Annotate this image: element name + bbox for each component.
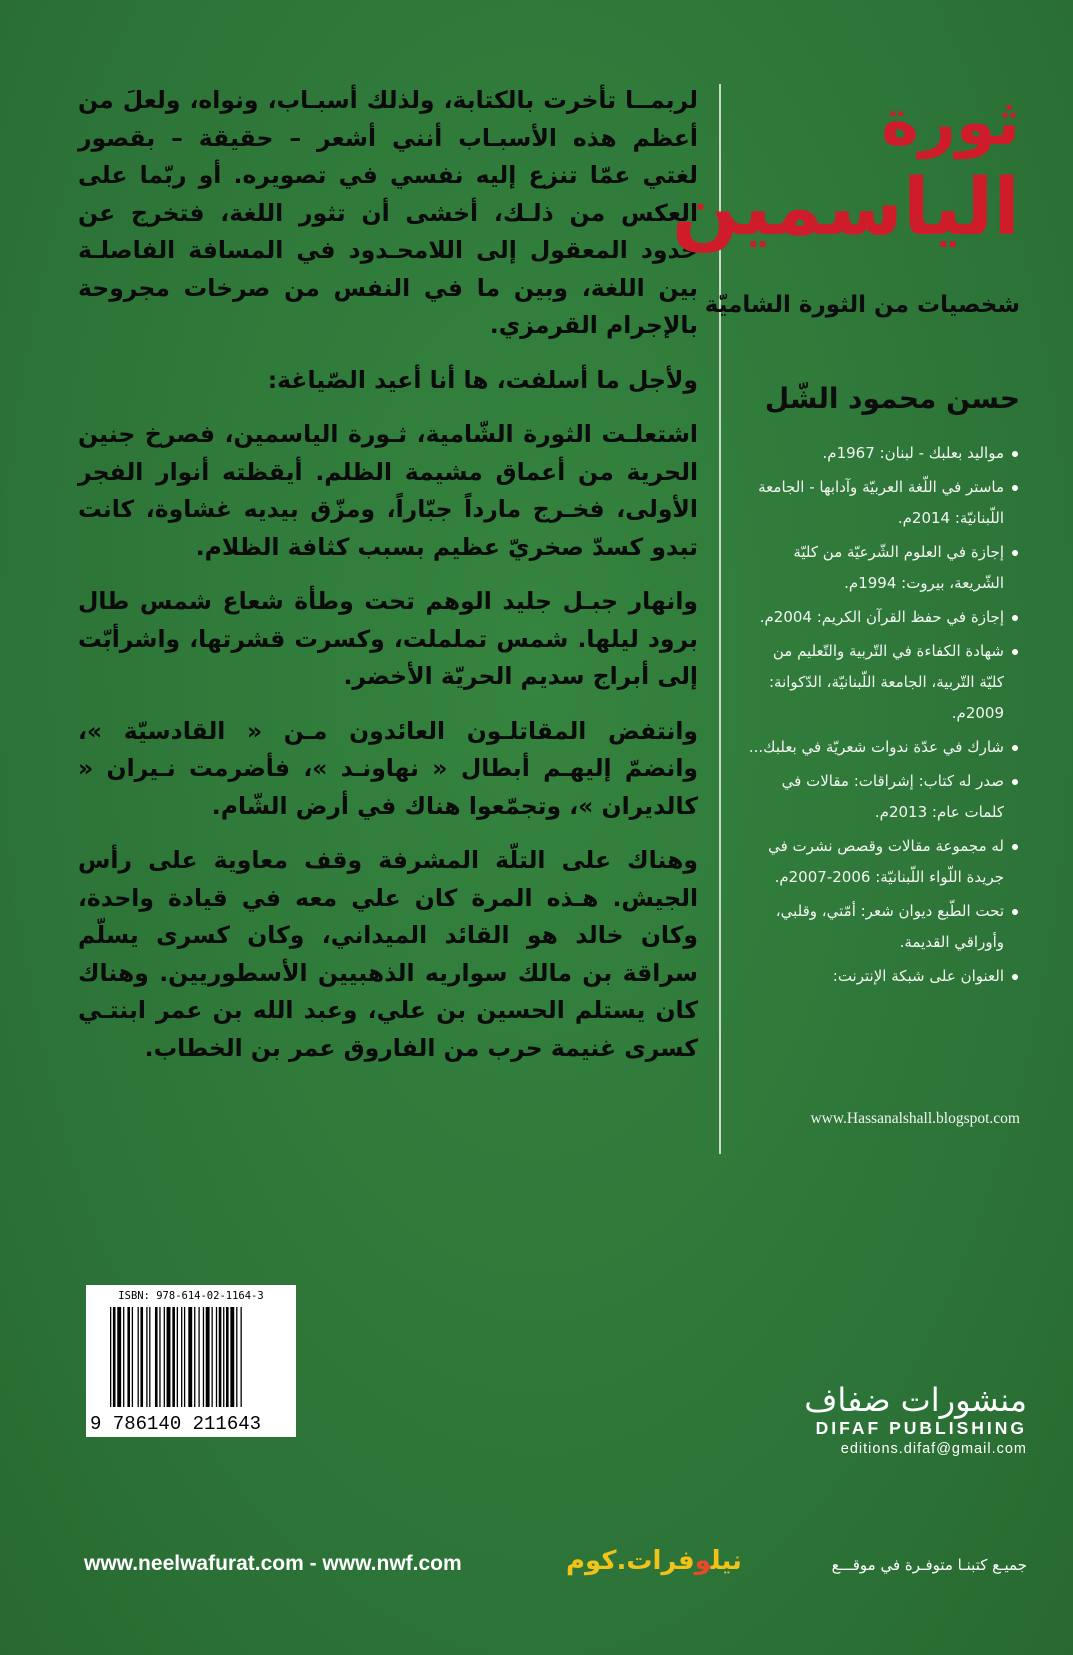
publisher-name-english: DIFAF PUBLISHING bbox=[815, 1418, 1027, 1438]
brand-part-2: و bbox=[694, 1546, 711, 1576]
publisher-name-arabic: منشورات ضفاف bbox=[804, 1381, 1027, 1419]
barcode-bars-icon bbox=[110, 1307, 278, 1407]
bio-item: إجازة في العلوم الشّرعيّة من كليّة الشّريعة، بيروت: 1994م. bbox=[745, 537, 1020, 599]
book-subtitle: شخصيات من الثورة الشاميّة bbox=[704, 292, 1020, 318]
synopsis-paragraph: اشتعلـت الثورة الشّامية، ثـورة الياسمين، فصرخ جنين الحرية من أعماق مشيمة الظلم. أيقظته أنوار الفجر الأولى، فخـرج مارداً جبّاراً، ومزّق بيديه غشاوة، كانت تبدو كسدّ صخريّ عظيم بسبب كثافة الظلام. bbox=[78, 420, 698, 561]
bio-item: العنوان على شبكة الإنترنت: bbox=[745, 961, 1020, 992]
author-website: www.Hassanalshall.blogspot.com bbox=[810, 1110, 1020, 1127]
isbn-label: ISBN: 978-614-02-1164-3 bbox=[118, 1290, 264, 1302]
footer-availability-note: جميـع كتبنـا متوفـرة في موقـــع bbox=[831, 1556, 1027, 1574]
brand-part-3: فرات.كوم bbox=[566, 1546, 695, 1576]
bio-item: شارك في عدّة ندوات شعريّة في بعلبك... bbox=[745, 732, 1020, 763]
isbn-barcode bbox=[86, 1285, 296, 1437]
bio-item: مواليد بعلبك - لبنان: 1967م. bbox=[745, 438, 1020, 469]
bio-item: صدر له كتاب: إشراقات: مقالات في كلمات عام: 2013م. bbox=[745, 766, 1020, 828]
synopsis-paragraph: وانتفض المقاتلـون العائدون مـن « القادسيّة »، وانضمّ إليهـم أبطال « نهاونـد »، فأضرمت نـيران « كالديران »، وتجمّعوا هناك في أرض الشّام. bbox=[78, 716, 698, 820]
book-title-line-2: الياسمين bbox=[671, 163, 1020, 253]
bio-item: تحت الطّبع ديوان شعر: أمّتي، وقلبي، وأوراقي القديمة. bbox=[745, 896, 1020, 958]
neelwafurat-logo bbox=[566, 1546, 742, 1576]
brand-part-1: نيل bbox=[710, 1546, 742, 1576]
publisher-logo bbox=[804, 1380, 1027, 1457]
synopsis-paragraph: لربمــا تأخرت بالكتابة، ولذلك أسبـاب، ونواه، ولعلَ من أعظم هذه الأسبـاب أنني أشعر – حقيقة – بقصور لغتي عمّا تنزع إليه نفسي في تصويره. أو ربّما على العكس من ذلـك، أخشى أن تثور اللغة، فتخرج عن حدود المعقول إلى اللامحـدود في المسافة الفاصلـة بين اللغة، وبين ما في النفس من صرخات مجروحة بالإجرام القرمزي. bbox=[78, 86, 698, 339]
synopsis-paragraph: وانهار جبـل جليد الوهم تحت وطأة شعاع شمس طال برود ليلها. شمس تململت، وكسرت قشرتها، واشرأبّت إلى أبراج سديم الحريّة الأخضر. bbox=[78, 587, 698, 690]
bio-item: ماستر في اللّغة العربيّة وآدابها - الجامعة اللّبنانيّة: 2014م. bbox=[745, 472, 1020, 534]
bio-item: شهادة الكفاءة في التّربية والتّعليم من كليّة التّربية، الجامعة اللّبنانيّة، الدّكوانة: 2009م. bbox=[745, 636, 1020, 729]
book-title-line-1: ثورة bbox=[881, 86, 1020, 160]
synopsis-text bbox=[78, 82, 698, 1084]
synopsis-paragraph: وهناك على التلّة المشرفة وقف معاوية على رأس الجيش. هـذه المرة كان علي معه في قيادة واحدة، وكان خالد هو القائد الميداني، وكان كسرى يسلّم سراقة بن مالك سواريه الذهبيين الأسطوريين. وهناك كان يستلم الحسين بن علي، وعبد الله بن عمر ابنتـي كسرى غنيمة حرب من الفاروق عمر بن الخطاب. bbox=[78, 846, 698, 1062]
author-bio-list bbox=[745, 438, 1020, 995]
author-name: حسن محمود الشّل bbox=[764, 382, 1020, 415]
publisher-email: editions.difaf@gmail.com bbox=[840, 1441, 1027, 1457]
synopsis-paragraph: ولأجل ما أسلفت، ها أنا أعيد الصّياغة: bbox=[267, 365, 698, 394]
bio-item: إجازة في حفظ القرآن الكريم: 2004م. bbox=[745, 602, 1020, 633]
bio-item: له مجموعة مقالات وقصص نشرت في جريدة اللّواء اللّبنانيّة: 2006-2007م. bbox=[745, 831, 1020, 893]
barcode-digits: 9 786140 211643 bbox=[90, 1413, 262, 1435]
footer-websites: www.neelwafurat.com - www.nwf.com bbox=[84, 1552, 462, 1575]
